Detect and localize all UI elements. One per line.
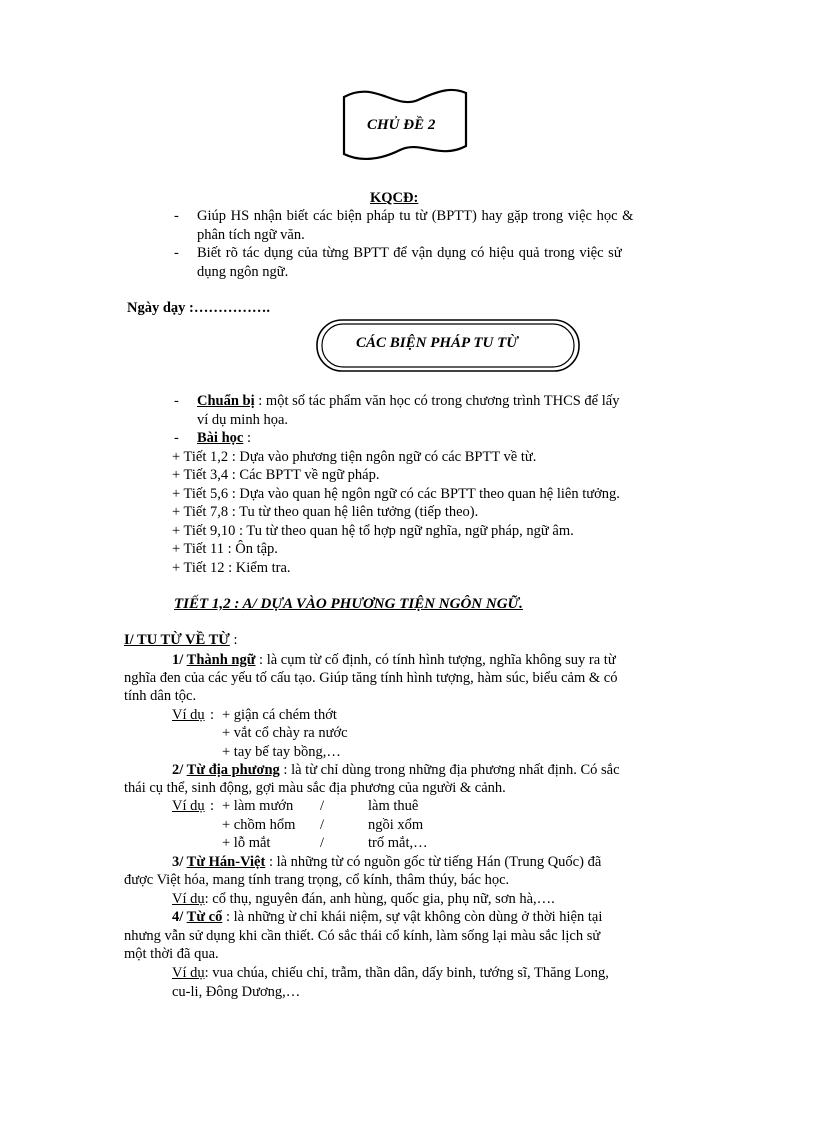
list-item: + Tiết 9,10 : Tu từ theo quan hệ tổ hợp ngữ nghĩa, ngữ pháp, ngữ âm. <box>172 523 574 539</box>
list-marker: - <box>174 245 179 261</box>
item-thanh-ngu <box>172 652 616 669</box>
item-number: 2/ <box>172 762 187 778</box>
item-tu-dia-phuong <box>172 762 620 779</box>
lessons-heading <box>197 430 251 447</box>
objective-line: dụng ngôn ngữ. <box>197 264 289 280</box>
item-definition-line: thái cụ thể, sinh động, gợi màu sắc địa phương của người & cảnh. <box>124 780 506 796</box>
item-term: Từ địa phương <box>186 762 280 778</box>
dialect-separator: / <box>320 835 325 851</box>
list-marker: - <box>174 430 179 446</box>
example-colon: : <box>210 707 215 723</box>
list-item: + Tiết 7,8 : Tu từ theo quan hệ liên tưởng (tiếp theo). <box>172 504 479 520</box>
item-term: Thành ngữ <box>186 652 256 668</box>
preparation-line <box>197 393 619 410</box>
list-item: + Tiết 12 : Kiểm tra. <box>172 560 291 576</box>
example-label: Ví dụ <box>172 891 205 907</box>
item-definition-line: tính dân tộc. <box>124 688 197 704</box>
section-heading <box>174 596 523 613</box>
standard-word: trố mắt,… <box>368 835 428 851</box>
section-heading-part2: A/ DỰA VÀO PHƯƠNG TIỆN NGÔN NGỮ. <box>242 596 523 612</box>
objective-line: Biết rõ tác dụng của từng BPTT để vận dụng có hiệu quả trong việc sử <box>197 245 622 261</box>
list-marker: - <box>174 208 179 224</box>
topic-title: CHỦ ĐỀ 2 <box>367 117 436 133</box>
item-term: Từ cổ <box>186 909 223 925</box>
preparation-line2: ví dụ minh họa. <box>197 412 289 428</box>
objective-line: phân tích ngữ văn. <box>197 227 305 243</box>
item-definition-line: được Việt hóa, mang tính trang trọng, cổ kính, thâm thúy, bác học. <box>124 872 510 888</box>
list-item: + Tiết 1,2 : Dựa vào phương tiện ngôn ngữ có các BPTT về từ. <box>172 449 537 465</box>
example-line <box>172 965 609 982</box>
dialect-word: + lỗ mắt <box>222 835 271 851</box>
objective-line: Giúp HS nhận biết các biện pháp tu từ (BPTT) hay gặp trong việc học & <box>197 208 634 224</box>
item-definition-line: một thời đã qua. <box>124 946 219 962</box>
example-label: Ví dụ <box>172 798 205 814</box>
item-definition: : là từ chỉ dùng trong những địa phương nhất định. Có sắc <box>283 762 620 778</box>
example-text: : vua chúa, chiếu chỉ, trẫm, thần dân, dấy binh, tướng sĩ, Thăng Long, <box>204 965 609 981</box>
example-item: + vắt cổ chày ra nước <box>222 725 348 741</box>
dialect-word: + làm mướn <box>222 798 294 814</box>
preparation-text: : một số tác phẩm văn học có trong chương trình THCS để lấy <box>254 393 620 409</box>
lessons-label: Bài học <box>197 430 244 446</box>
example-label: Ví dụ <box>172 707 205 723</box>
item-tu-co <box>172 909 602 926</box>
dialect-separator: / <box>320 817 325 833</box>
dialect-separator: / <box>320 798 325 814</box>
item-number: 3/ <box>172 854 187 870</box>
item-tu-han-viet <box>172 854 601 871</box>
subsection-label: I/ TU TỪ VỀ TỪ <box>124 632 230 648</box>
example-label: Ví dụ <box>172 965 205 981</box>
item-number: 4/ <box>172 909 187 925</box>
list-item: + Tiết 5,6 : Dựa vào quan hệ ngôn ngữ có các BPTT theo quan hệ liên tưởng. <box>172 486 620 502</box>
subsection-heading <box>124 632 238 649</box>
lesson-title: CÁC BIỆN PHÁP TU TỪ <box>356 335 518 351</box>
item-definition-line: nghĩa đen của các yếu tố cấu tạo. Giúp tăng tính hình tượng, hàm súc, biểu cảm & có <box>124 670 618 686</box>
example-item: + tay bế tay bồng,… <box>222 744 341 760</box>
example-item: + giận cá chém thớt <box>222 707 337 723</box>
example-text: : cổ thụ, nguyên đán, anh hùng, quốc gia, phụ nữ, sơn hà,…. <box>204 891 555 907</box>
item-term: Từ Hán-Việt <box>186 854 266 870</box>
standard-word: làm thuê <box>368 798 419 814</box>
example-colon: : <box>210 798 215 814</box>
item-definition-line: nhưng vẫn sử dụng khi cần thiết. Có sắc thái cổ kính, làm sống lại màu sắc lịch sử <box>124 928 601 944</box>
item-definition: : là những từ có nguồn gốc từ tiếng Hán (Trung Quốc) đã <box>268 854 602 870</box>
example-line <box>172 891 555 908</box>
section-heading-part1: TIẾT 1,2 : <box>174 596 243 612</box>
list-item: + Tiết 11 : Ôn tập. <box>172 541 278 557</box>
subsection-suffix: : <box>229 632 238 648</box>
objectives-heading: KQCĐ: <box>370 190 419 206</box>
dialect-word: + chồm hổm <box>222 817 296 833</box>
list-item: + Tiết 3,4 : Các BPTT về ngữ pháp. <box>172 467 380 483</box>
preparation-label: Chuẩn bị <box>197 393 255 409</box>
item-definition: : là những ừ chỉ khái niệm, sự vật không còn dùng ở thời hiện tại <box>225 909 603 925</box>
lessons-suffix: : <box>243 430 251 446</box>
teaching-date: Ngày dạy :……………. <box>127 300 270 316</box>
example-line: cu-li, Đông Dương,… <box>172 984 301 1000</box>
item-definition: : là cụm từ cố định, có tính hình tượng, nghĩa không suy ra từ <box>259 652 616 668</box>
item-number: 1/ <box>172 652 187 668</box>
standard-word: ngồi xổm <box>368 817 424 833</box>
list-marker: - <box>174 393 179 409</box>
